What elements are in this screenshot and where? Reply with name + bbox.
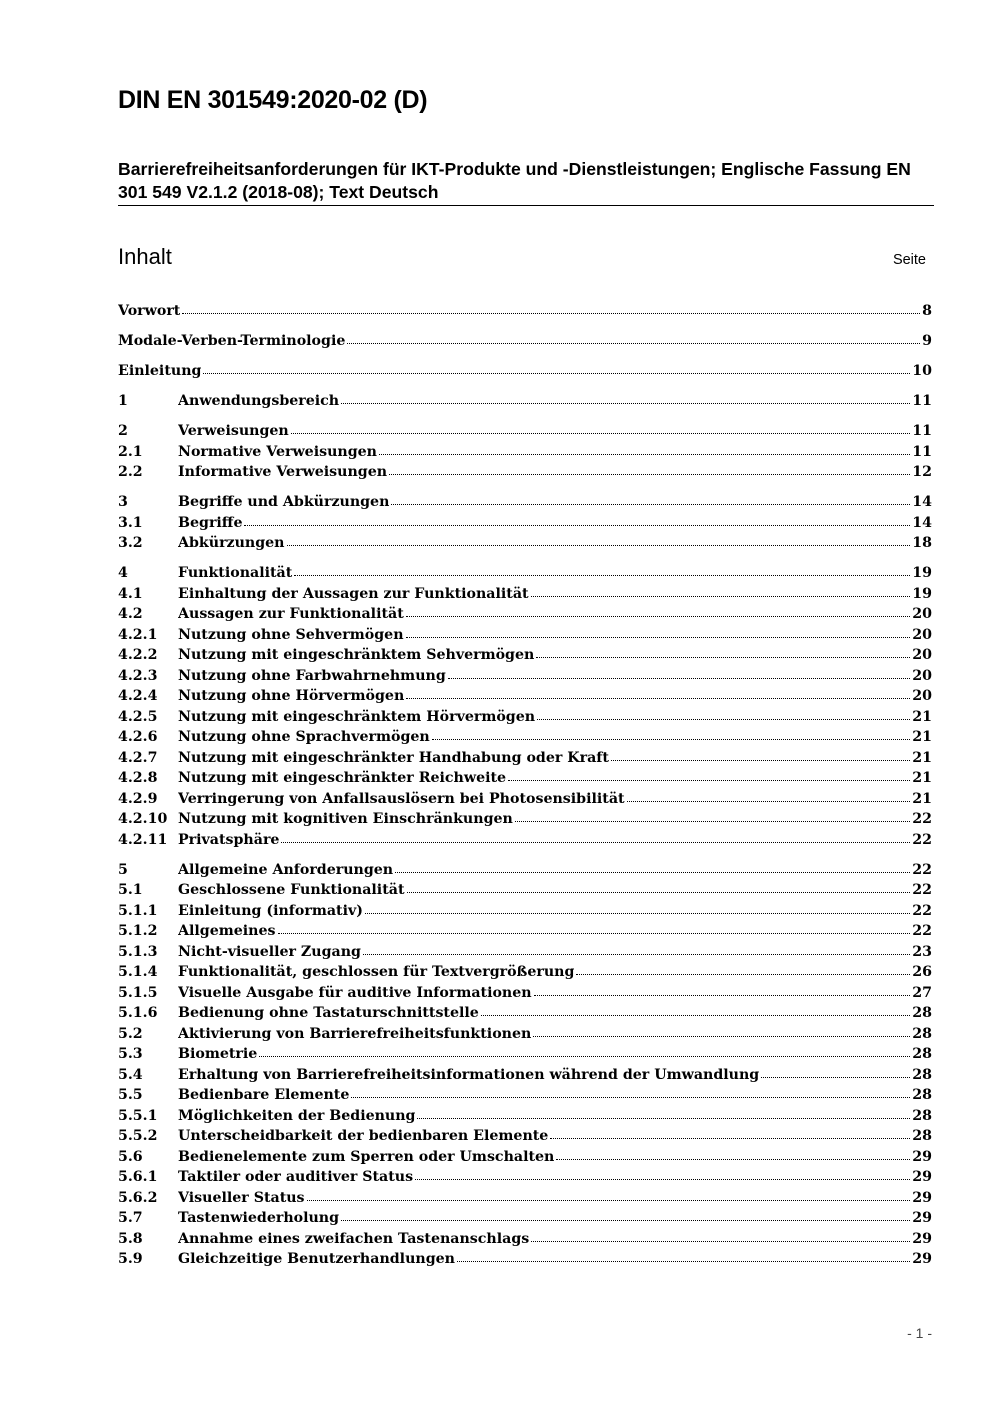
toc-entry-title[interactable]: Unterscheidbarkeit der bedienbaren Elemente (178, 1128, 549, 1144)
toc-entry[interactable] (118, 1085, 932, 1106)
toc-dot-leader (508, 779, 910, 781)
toc-entry-number: 5.5 (118, 1087, 143, 1103)
toc-entry-number: 5.1 (118, 882, 143, 898)
toc-dot-leader (341, 1219, 910, 1221)
toc-entry-page: 8 (922, 303, 932, 319)
toc-entry-number: 4.2.9 (118, 790, 158, 807)
toc-entry-title[interactable]: Verweisungen (178, 423, 289, 439)
toc-entry-title[interactable]: Einleitung (118, 363, 202, 379)
toc-dot-leader (259, 1055, 910, 1057)
toc-entry-title[interactable]: Nutzung mit eingeschränktem Hörvermögen (178, 708, 536, 725)
toc-entry[interactable] (118, 513, 932, 534)
toc-entry-number: 5.5.2 (118, 1128, 158, 1144)
toc-entry-number: 4 (118, 565, 128, 581)
toc-entry-page: 11 (912, 443, 932, 460)
toc-entry-title[interactable]: Bedienbare Elemente (178, 1087, 350, 1103)
toc-entry-title[interactable]: Annahme eines zweifachen Tastenanschlags (178, 1230, 530, 1247)
toc-entry-page: 29 (912, 1169, 932, 1185)
toc-dot-leader (287, 544, 911, 546)
toc-entry-page: 29 (912, 1251, 932, 1267)
toc-dot-leader (389, 473, 910, 475)
toc-dot-leader (363, 953, 910, 955)
toc-entry-title[interactable]: Tastenwiederholung (178, 1210, 340, 1226)
toc-dot-leader (407, 891, 911, 893)
toc-entry-number: 3.1 (118, 514, 143, 531)
toc-dot-leader (406, 636, 911, 638)
toc-dot-leader (417, 1117, 910, 1119)
toc-entry-page: 29 (912, 1189, 932, 1206)
toc-dot-leader (182, 312, 920, 314)
toc-entry[interactable] (118, 707, 932, 728)
toc-entry-number: 5.1.4 (118, 964, 158, 980)
toc-entry-number: 4.2.6 (118, 729, 158, 745)
toc-entry-page: 22 (912, 831, 932, 848)
toc-dot-leader (415, 1178, 910, 1180)
toc-entry-page: 22 (912, 861, 932, 878)
toc-dot-leader (537, 718, 910, 720)
toc-entry[interactable] (118, 983, 932, 1004)
toc-entry-number: 4.2.1 (118, 626, 158, 643)
toc-dot-leader (550, 1137, 910, 1139)
toc-entry-title[interactable]: Begriffe und Abkürzungen (178, 494, 390, 510)
toc-entry-number: 2 (118, 423, 128, 439)
toc-entry[interactable] (118, 686, 932, 707)
toc-entry-number: 5.1.2 (118, 923, 158, 939)
toc-dot-leader (627, 800, 911, 802)
toc-entry-number: 3 (118, 494, 128, 510)
toc-entry-number: 4.2.5 (118, 708, 158, 725)
toc-entry[interactable] (118, 1249, 932, 1270)
toc-entry-title[interactable]: Bedienung ohne Tastaturschnittstelle (178, 1005, 479, 1021)
toc-entry-number: 5.3 (118, 1046, 143, 1062)
toc-entry-title[interactable]: Geschlossene Funktionalität (178, 882, 405, 898)
toc-dot-leader (457, 1260, 910, 1262)
toc-entry[interactable] (118, 1147, 932, 1168)
toc-entry-page: 11 (912, 423, 932, 439)
toc-dot-leader (406, 697, 910, 699)
toc-dot-leader (244, 524, 910, 526)
toc-entry[interactable] (118, 492, 932, 513)
toc-entry-page: 14 (912, 494, 932, 510)
toc-dot-leader (576, 973, 910, 975)
toc-entry-title[interactable]: Allgemeine Anforderungen (178, 861, 394, 878)
toc-entry[interactable] (118, 1044, 932, 1065)
toc-entry-page: 21 (912, 770, 932, 786)
toc-entry-title[interactable]: Nutzung ohne Sprachvermögen (178, 729, 430, 745)
toc-entry[interactable] (118, 533, 932, 554)
toc-entry-title[interactable]: Visuelle Ausgabe für auditive Informationen (178, 984, 532, 1001)
toc-entry[interactable] (118, 1208, 932, 1229)
toc-entry[interactable] (118, 666, 932, 687)
toc-entry-page: 19 (912, 585, 932, 602)
toc-entry-page: 9 (922, 333, 932, 349)
toc-entry-page: 28 (912, 1066, 932, 1083)
toc-entry-number: 2.1 (118, 443, 143, 460)
toc-entry-title[interactable]: Einleitung (informativ) (178, 902, 363, 919)
toc-entry-page: 29 (912, 1230, 932, 1247)
toc-entry[interactable] (118, 789, 932, 810)
toc-dot-leader (432, 738, 911, 740)
toc-entry-title[interactable]: Einhaltung der Aussagen zur Funktionalität (178, 585, 529, 602)
toc-entry-title[interactable]: Allgemeines (178, 923, 276, 939)
toc-entry[interactable] (118, 625, 932, 646)
toc-entry-page: 28 (912, 1046, 932, 1062)
toc-entry-page: 22 (912, 882, 932, 898)
toc-entry-number: 5.5.1 (118, 1107, 158, 1124)
toc-entry-title[interactable]: Privatsphäre (178, 831, 280, 848)
toc-entry-title[interactable]: Nutzung mit eingeschränkter Handhabung oder Kraft (178, 749, 609, 766)
toc-dot-leader (395, 871, 910, 873)
toc-dot-leader (534, 994, 911, 996)
toc-entry[interactable] (118, 421, 932, 442)
toc-entry-page: 29 (912, 1148, 932, 1165)
toc-dot-leader (515, 820, 910, 822)
toc-entry[interactable] (118, 830, 932, 851)
toc-entry-title[interactable]: Normative Verweisungen (178, 443, 377, 460)
toc-entry[interactable] (118, 768, 932, 789)
toc-entry-title[interactable]: Vorwort (118, 303, 181, 319)
page-number: - 1 - (907, 1325, 932, 1341)
toc-entry[interactable] (118, 1024, 932, 1045)
toc-entry-title[interactable]: Funktionalität (178, 565, 293, 581)
toc-entry-number: 5.1.5 (118, 984, 158, 1001)
toc-entry-page: 19 (912, 565, 932, 581)
toc-page-label: Seite (892, 252, 926, 268)
toc-entry-title[interactable]: Nutzung mit kognitiven Einschränkungen (178, 811, 513, 827)
toc-entry[interactable] (118, 860, 932, 881)
toc-dot-leader (531, 595, 911, 597)
toc-dot-leader (347, 342, 920, 344)
toc-entry-page: 23 (912, 943, 932, 960)
toc-entry[interactable] (118, 301, 932, 322)
toc-entry-title[interactable]: Nutzung mit eingeschränkter Reichweite (178, 770, 507, 786)
toc-entry-number: 5.1.6 (118, 1005, 158, 1021)
toc-entry[interactable] (118, 921, 932, 942)
toc-entry-number: 5.1.3 (118, 943, 158, 960)
toc-entry-title[interactable]: Abkürzungen (178, 535, 285, 551)
toc-entry-title[interactable]: Bedienelemente zum Sperren oder Umschalten (178, 1148, 555, 1165)
toc-entry-number: 4.2.8 (118, 770, 158, 786)
toc-dot-leader (294, 574, 910, 576)
toc-entry-title[interactable]: Informative Verweisungen (178, 464, 388, 480)
toc-dot-leader (351, 1096, 910, 1098)
toc-dot-leader (448, 677, 911, 679)
toc-entry-page: 28 (912, 1025, 932, 1042)
toc-entry-title[interactable]: Verringerung von Anfallsauslösern bei Photosensibilität (178, 790, 625, 807)
toc-entry[interactable] (118, 645, 932, 666)
toc-entry-title[interactable]: Erhaltung von Barrierefreiheitsinformationen während der Umwandlung (178, 1066, 760, 1083)
toc-entry-number: 5 (118, 861, 128, 878)
toc-entry-number: 4.1 (118, 585, 143, 602)
toc-entry[interactable] (118, 901, 932, 922)
toc-entry[interactable] (118, 1229, 932, 1250)
toc-entry-title[interactable]: Nicht-visueller Zugang (178, 943, 361, 960)
toc-entry-page: 20 (912, 606, 932, 622)
toc-entry-page: 21 (912, 749, 932, 766)
toc-entry[interactable] (118, 442, 932, 463)
toc-entry-page: 14 (912, 514, 932, 531)
toc-entry-title[interactable]: Aussagen zur Funktionalität (178, 606, 404, 622)
toc-entry-number: 4.2 (118, 606, 143, 622)
toc-dot-leader (556, 1158, 910, 1160)
toc-entry-number: 4.2.7 (118, 749, 158, 766)
toc-entry-number: 4.2.10 (118, 811, 168, 827)
toc-entry-number: 4.2.2 (118, 647, 158, 663)
toc-entry-page: 20 (912, 647, 932, 663)
toc-entry-title[interactable]: Nutzung mit eingeschränktem Sehvermögen (178, 647, 535, 663)
toc-entry[interactable] (118, 1106, 932, 1127)
toc-entry-page: 27 (912, 984, 932, 1001)
toc-entry-number: 4.2.4 (118, 688, 158, 704)
toc-dot-leader (203, 372, 910, 374)
toc-dot-leader (341, 402, 910, 404)
toc-entry-number: 5.6 (118, 1148, 143, 1165)
toc-entry-title[interactable]: Biometrie (178, 1046, 258, 1062)
toc-entry-page: 26 (912, 964, 932, 980)
toc-dot-leader (531, 1240, 910, 1242)
toc-dot-leader (761, 1076, 910, 1078)
toc-entry-page: 11 (912, 393, 932, 409)
toc-dot-leader (281, 841, 910, 843)
toc-dot-leader (307, 1199, 911, 1201)
toc-dot-leader (611, 759, 910, 761)
toc-entry-page: 28 (912, 1128, 932, 1144)
toc-dot-leader (379, 453, 910, 455)
toc-entry-title[interactable]: Modale-Verben-Terminologie (118, 333, 346, 349)
toc-entry-page: 28 (912, 1005, 932, 1021)
toc-entry-page: 18 (912, 535, 932, 551)
toc-entry-title[interactable]: Gleichzeitige Benutzerhandlungen (178, 1251, 455, 1267)
toc-entry-page: 29 (912, 1210, 932, 1226)
title-divider (118, 205, 934, 206)
toc-entry[interactable] (118, 331, 932, 352)
toc-dot-leader (278, 932, 911, 934)
toc-entry[interactable] (118, 880, 932, 901)
toc-entry-page: 22 (912, 923, 932, 939)
toc-dot-leader (481, 1014, 910, 1016)
toc-entry-page: 20 (912, 626, 932, 643)
toc-entry-title[interactable]: Begriffe (178, 514, 243, 531)
toc-entry-number: 4.2.3 (118, 667, 158, 684)
toc-dot-leader (365, 912, 910, 914)
toc-entry-number: 4.2.11 (118, 831, 168, 848)
toc-entry-title[interactable]: Nutzung ohne Hörvermögen (178, 688, 405, 704)
toc-entry[interactable] (118, 1065, 932, 1086)
toc-entry[interactable] (118, 604, 932, 625)
toc-entry-page: 20 (912, 667, 932, 684)
toc-entry-number: 5.6.1 (118, 1169, 158, 1185)
toc-entry-page: 21 (912, 790, 932, 807)
toc-entry-page: 21 (912, 729, 932, 745)
toc-entry[interactable] (118, 727, 932, 748)
toc-entry[interactable] (118, 962, 932, 983)
toc-entry-page: 10 (912, 363, 932, 379)
toc-entry-number: 5.6.2 (118, 1189, 158, 1206)
toc-entry[interactable] (118, 1167, 932, 1188)
toc-entry[interactable] (118, 563, 932, 584)
toc-entry-page: 21 (912, 708, 932, 725)
toc-entry[interactable] (118, 1003, 932, 1024)
toc-dot-leader (391, 503, 910, 505)
toc-entry-title[interactable]: Visueller Status (178, 1189, 305, 1206)
toc-entry-number: 1 (118, 393, 128, 409)
toc-entry[interactable] (118, 748, 932, 769)
toc-entry-page: 22 (912, 811, 932, 827)
toc-entry-title[interactable]: Nutzung ohne Farbwahrnehmung (178, 667, 446, 684)
document-id: DIN EN 301549:2020-02 (D) (118, 86, 428, 114)
table-of-contents (118, 301, 932, 1270)
toc-entry-number: 2.2 (118, 464, 143, 480)
toc-entry-page: 20 (912, 688, 932, 704)
toc-entry-number: 5.9 (118, 1251, 143, 1267)
toc-entry-title[interactable]: Funktionalität, geschlossen für Textvergrößerung (178, 964, 575, 980)
toc-heading: Inhalt (118, 244, 172, 269)
toc-entry-number: 5.8 (118, 1230, 143, 1247)
toc-entry-number: 5.2 (118, 1025, 143, 1042)
toc-entry[interactable] (118, 361, 932, 382)
toc-entry-page: 22 (912, 902, 932, 919)
toc-entry-title[interactable]: Aktivierung von Barrierefreiheitsfunktionen (178, 1025, 532, 1042)
toc-entry-page: 28 (912, 1087, 932, 1103)
toc-entry-title[interactable]: Möglichkeiten der Bedienung (178, 1107, 416, 1124)
toc-entry-title[interactable]: Anwendungsbereich (178, 393, 340, 409)
toc-entry-page: 12 (912, 464, 932, 480)
toc-dot-leader (291, 432, 911, 434)
toc-dot-leader (536, 656, 910, 658)
toc-entry[interactable] (118, 584, 932, 605)
toc-dot-leader (533, 1035, 910, 1037)
toc-entry[interactable] (118, 809, 932, 830)
toc-entry-title[interactable]: Taktiler oder auditiver Status (178, 1169, 414, 1185)
toc-entry[interactable] (118, 462, 932, 483)
toc-dot-leader (406, 615, 910, 617)
toc-entry-number: 3.2 (118, 535, 143, 551)
toc-entry-page: 28 (912, 1107, 932, 1124)
toc-entry[interactable] (118, 1126, 932, 1147)
toc-entry-number: 5.7 (118, 1210, 143, 1226)
toc-entry-number: 5.4 (118, 1066, 143, 1083)
toc-entry-number: 5.1.1 (118, 902, 158, 919)
toc-entry[interactable] (118, 1188, 932, 1209)
toc-entry[interactable] (118, 942, 932, 963)
toc-entry[interactable] (118, 391, 932, 412)
toc-entry-title[interactable]: Nutzung ohne Sehvermögen (178, 626, 404, 643)
document-title: Barrierefreiheitsanforderungen für IKT-Produkte und -Dienstleistungen; Englische Fassung EN 301 549 V2.1.2 (2018-08); Text Deutsch (118, 159, 911, 202)
